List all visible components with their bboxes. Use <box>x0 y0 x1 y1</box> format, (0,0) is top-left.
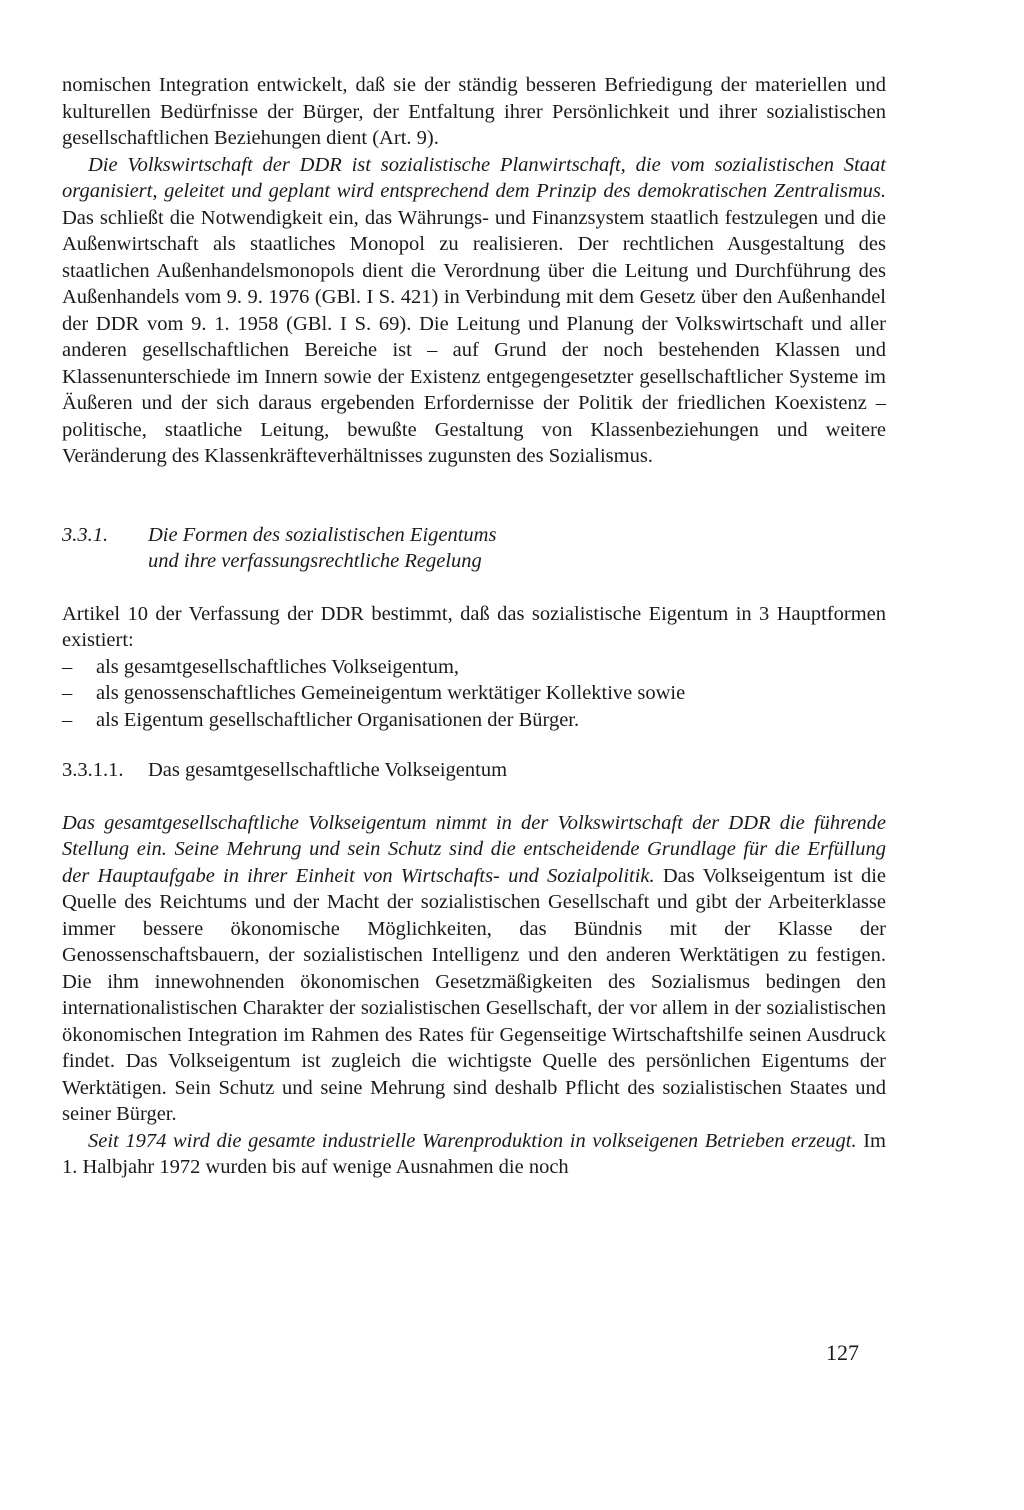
section-title-line-2: und ihre verfassungsrechtliche Regelung <box>148 550 482 572</box>
section-heading <box>62 522 886 575</box>
paragraph-4 <box>62 810 886 1128</box>
paragraph-4-emphasis: Das gesamtgesellschaftliche Volkseigentum nimmt in der Volkswirtschaft der DDR die führende Stellung ein. Seine Mehrung und sein Schutz sind die entscheidende Grundlage für die Erfüllung der Hauptaufgabe in ihrer Einheit von Wirtschafts- und Sozialpolitik. <box>62 811 886 887</box>
document-page <box>62 72 886 1181</box>
paragraph-5-emphasis: Seit 1974 wird die gesamte industrielle Warenproduktion in volkseigenen Betrieben erzeugt. <box>88 1129 857 1152</box>
paragraph-5 <box>62 1128 886 1181</box>
list-item <box>62 707 886 734</box>
paragraph-5-text: Im 1. Halbjahr 1972 wurden bis auf wenige Ausnahmen die noch <box>62 1129 886 1178</box>
paragraph-2-emphasis: Die Volkswirtschaft der DDR ist sozialistische Planwirtschaft, die vom sozialistischen Staat organisiert, geleitet und geplant wird entsprechend dem Prinzip des demokratischen Zentralismus. <box>62 153 886 202</box>
list-item-text: als gesamtgesellschaftliches Volkseigentum, <box>96 655 460 678</box>
subsection-title: Das gesamtgesellschaftliche Volkseigentum <box>148 759 508 781</box>
paragraph-2 <box>62 152 886 470</box>
list-item-text: als Eigentum gesellschaftlicher Organisationen der Bürger. <box>96 708 580 731</box>
list-dash: – <box>62 708 73 731</box>
list-item-text: als genossenschaftliches Gemeineigentum werktätiger Kollektive sowie <box>96 682 686 704</box>
paragraph-4-text: Das Volkseigentum ist die Quelle des Reichtums und der Macht der sozialistischen Gesellschaft und gibt der Arbeiterklasse immer bessere ökonomische Möglichkeiten, das Bündnis mit der Klasse der Genossenschaftsbauern, der sozialistischen Intelligenz und den anderen Werktätigen zu festigen. Die ihm innewohnenden ökonomischen Gesetzmäßigkeiten des Sozialismus bedingen den internationalistischen Charakter der sozialistischen Gesellschaft, der vor allem in der sozialistischen ökonomischen Integration im Rahmen des Rates für Gegenseitige Wirtschaftshilfe seinen Ausdruck findet. Das Volkseigentum ist zugleich die wichtigste Quelle des persönlichen Eigentums der Werktätigen. Sein Schutz und seine Mehrung sind deshalb Pflicht des sozialistischen Staates und seiner Bürger. <box>62 864 887 1125</box>
list-dash: – <box>62 655 73 678</box>
list-dash: – <box>62 682 73 704</box>
paragraph-3: Artikel 10 der Verfassung der DDR bestimmt, daß das sozialistische Eigentum in 3 Hauptformen existiert: <box>62 602 886 651</box>
section-title <box>148 522 496 575</box>
list-item <box>62 680 886 707</box>
subsection-heading <box>62 757 886 784</box>
section-number: 3.3.1. <box>62 523 109 546</box>
section-title-line-1: Die Formen des sozialistischen Eigentums <box>148 523 497 546</box>
paragraph-2-text: Das schließt die Notwendigkeit ein, das Währungs- und Finanzsystem staatlich festzulegen und die Außenwirtschaft als staatliches Monopol zu realisieren. Der rechtlichen Ausgestaltung des staatlichen Außenhandelsmonopols dient die Verordnung über die Leitung und Durchführung des Außenhandels vom 9. 9. 1976 (GBl. I S. 421) in Verbindung mit dem Gesetz über den Außenhandel der DDR vom 9. 1. 1958 (GBl. I S. 69). Die Leitung und Planung der Volkswirtschaft und aller anderen gesellschaftlichen Bereiche ist – auf Grund der noch bestehenden Klassen und Klassenunterschiede im Innern sowie der Existenz entgegengesetzter gesellschaftlicher Systeme im Äußeren und der sich daraus ergebenden Erfordernisse der Politik der friedlichen Koexistenz – politische, staatliche Leitung, bewußte Gestaltung von Klassenbeziehungen und weitere Veränderung des Klassenkräfteverhältnisses zugunsten des Sozialismus. <box>62 206 886 467</box>
list-item <box>62 654 886 681</box>
paragraph-1: nomischen Integration entwickelt, daß sie der ständig besseren Befriedigung der materiellen und kulturellen Bedürfnisse der Bürger, der Entfaltung ihrer Persönlichkeit und ihrer sozialistischen gesellschaftlichen Beziehungen dient (Art. 9). <box>62 74 886 149</box>
subsection-number: 3.3.1.1. <box>62 759 124 781</box>
page-number: 127 <box>826 1340 859 1365</box>
ownership-forms-list <box>62 654 886 734</box>
